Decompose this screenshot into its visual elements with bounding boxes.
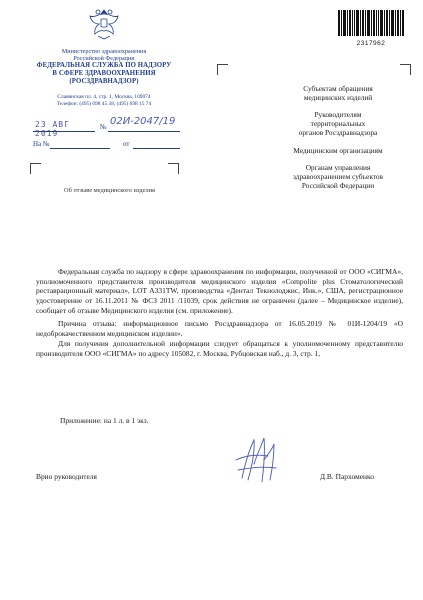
agency-line-1: ФЕДЕРАЛЬНАЯ СЛУЖБА ПО НАДЗОРУ [36,62,172,70]
attachment-note: Приложение: на 1 л. в 1 экз. [60,416,149,425]
recipient-3-line-1: Медицинским организациям [293,145,383,155]
recipient-1-line-2: медицинских изделий [303,93,373,103]
agency-line-3: (РОСЗДРАВНАДЗОР) [69,77,139,85]
body-paragraph-3: Для получения дополнительной информации следует обращаться к уполномоченному представителю производителя ООО «СИГМА» по адресу 105082, г. Москва, Рубцовская наб., д. 3, стр. 1, [36,338,403,358]
date-stamp: 23 АВГ 2019 [35,120,70,138]
ministry-line-2: Российской Федерации [73,55,135,63]
recipients-block [258,84,418,198]
handwritten-signature [228,430,288,490]
letter-body [36,267,403,358]
corner-mark-top-right [168,163,179,174]
recipient-1-line-1: Субъектам обращения [303,84,373,93]
corner-mark-recipient-right [400,64,411,75]
recipient-3 [258,146,418,155]
corner-mark-top-left [30,163,41,174]
corner-mark-recipient-left [217,64,228,75]
letter-subject: Об отзыве медицинского изделия [64,187,155,194]
outgoing-number-handwritten: 02И-2047/19 [110,116,176,127]
recipient-2-line-2: территориальных [310,119,366,129]
barcode [338,10,404,36]
ref-from-label: от [123,140,130,148]
letterhead [30,48,178,86]
body-paragraph-1: Федеральная служба по надзору в сфере здравоохранения по информации, полученной от ООО «СИГМА», уполномоченного представителя производителя медицинского изделия «Compolite plus Стоматологический реставрационный материал», LOT A331TW, производства «Дентал Текнолоджис, Инк.», США, регистрационное удостоверение от 16.11.2011 № ФСЗ 2011 /11039, срок действия не ограничен (далее – Медицинское изделие), сообщает об отзыве Медицинского изделия (см. приложение). [36,267,403,315]
barcode-number: 2317962 [356,40,386,47]
recipient-4-line-1: Органам управления [305,162,371,172]
number-prefix: № [100,123,107,131]
phone-text: Телефон: (495) 698 45 38, (495) 698 15 74 [56,101,152,108]
recipient-2-line-1: Руководителям [314,110,362,120]
ministry-line-1: Министерство здравоохранения [61,48,147,55]
ref-number-underline [50,148,110,149]
letterhead-address [30,94,178,109]
recipient-4-line-3: Российской Федерации [301,180,375,190]
signatory-name: Д.В. Пархоменко [320,472,374,481]
signatory-position: Врио руководителя [36,472,97,481]
agency-line-2: В СФЕРЕ ЗДРАВООХРАНЕНИЯ [52,70,156,78]
recipient-4 [258,163,418,190]
body-paragraph-2: Причина отзыва: информационное письмо Росздравнадзора от 16.05.2019 № 01И-1204/19 «О недоброкачественном медицинском изделии». [36,319,403,339]
recipient-2 [258,110,418,137]
recipient-1 [258,84,418,102]
recipient-4-line-2: здравоохранением субъектов [293,171,383,181]
recipient-2-line-3: органов Росздравнадзора [298,128,378,138]
date-underline [33,131,95,132]
number-underline [108,131,180,132]
ref-date-underline [133,148,180,149]
coat-of-arms-emblem [84,4,124,44]
address-text: Славянская пл. 4, стр. 1, Москва, 109074 [57,94,151,100]
ref-number-prefix: На № [33,140,50,148]
